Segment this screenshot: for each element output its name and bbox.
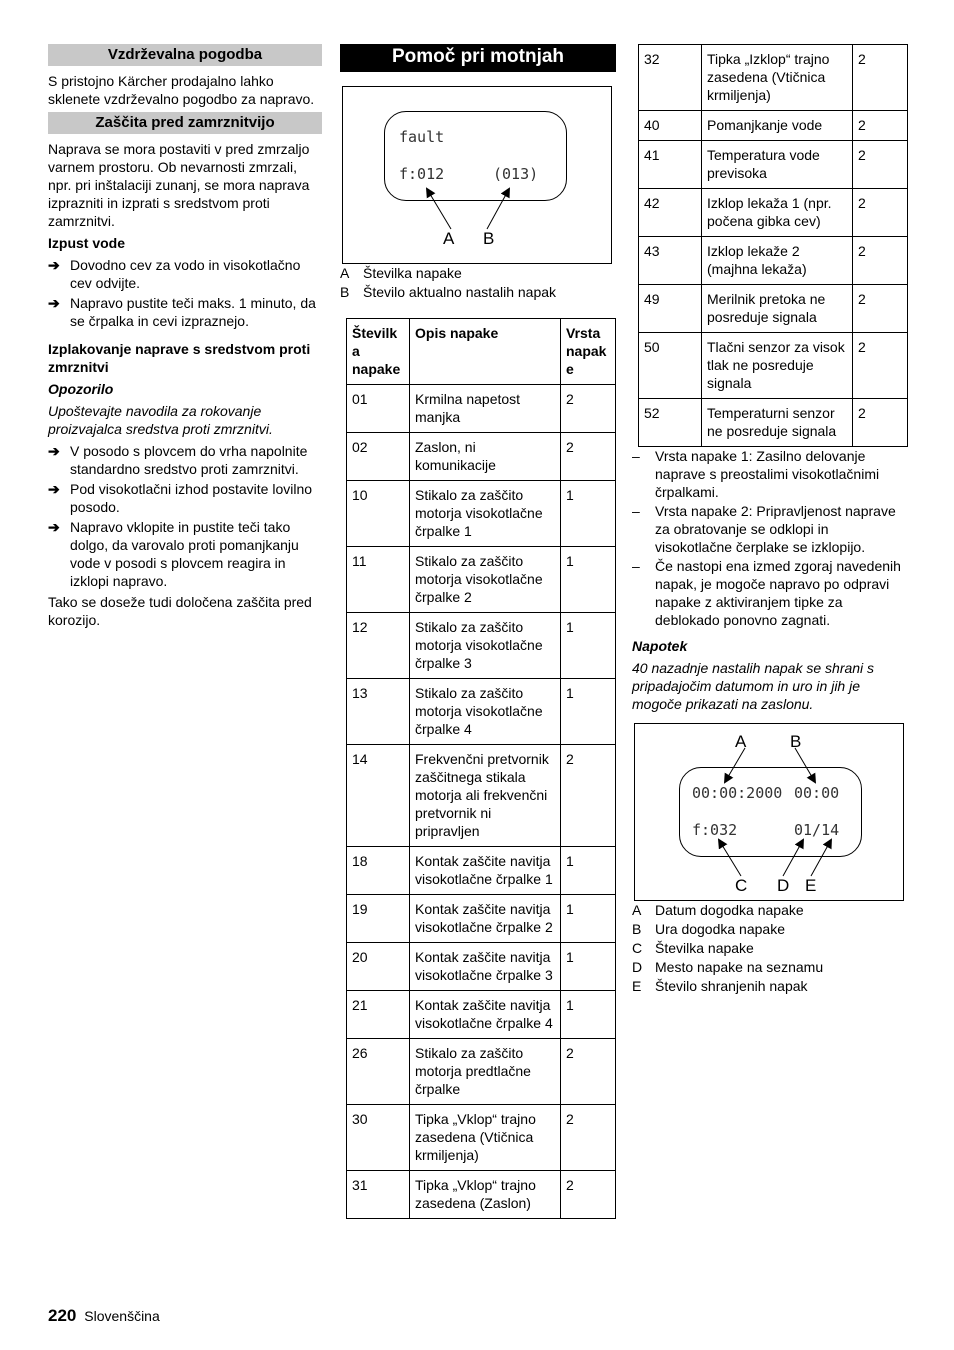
warning-label: Opozorilo <box>48 381 114 397</box>
history-display-legend <box>632 901 908 996</box>
legend-item: A Številka napake <box>340 265 462 281</box>
error-type-cell: 1 <box>561 613 616 679</box>
arrow-icon: ➔ <box>48 295 60 311</box>
error-type-cell: 2 <box>561 1105 616 1171</box>
callout-arrows <box>343 87 611 263</box>
table-row <box>347 679 616 745</box>
error-number-cell: 49 <box>639 285 702 333</box>
table-row <box>639 189 908 237</box>
error-description-cell: Kontak zaščite navitja visokotlačne črpalke 3 <box>410 943 561 991</box>
legend-item: C Številka napake <box>632 940 754 956</box>
error-number-cell: 52 <box>639 399 702 447</box>
table-row <box>347 1105 616 1171</box>
legend-item: B Število aktualno nastalih napak <box>340 284 557 300</box>
error-type-cell: 2 <box>561 385 616 433</box>
fault-display-figure <box>342 86 612 264</box>
list-item: ➔ Pod visokotlačni izhod postavite lovilno posodo. <box>48 481 313 515</box>
error-description-cell: Temperaturni senzor ne posreduje signala <box>702 399 853 447</box>
error-description-cell: Frekvenčni pretvornik zaščitnega stikala motorja ali frekvenčni pretvornik ni pripravljen <box>410 745 561 847</box>
error-type-notes <box>632 447 908 629</box>
table-row <box>347 613 616 679</box>
error-type-cell: 2 <box>853 285 908 333</box>
callout-c-label: C <box>735 876 748 895</box>
frost-protection-heading: Zaščita pred zamrznitvijo <box>48 112 322 134</box>
error-number-cell: 19 <box>347 895 410 943</box>
error-type-cell: 1 <box>561 679 616 745</box>
corrosion-text: Tako se doseže tudi določena zaščita pred korozijo. <box>48 594 312 628</box>
error-type-cell: 2 <box>561 745 616 847</box>
callout-b-label: B <box>790 732 802 751</box>
error-number-cell: 43 <box>639 237 702 285</box>
middle-column <box>340 44 616 1219</box>
list-item: ➔ Napravo pustite teči maks. 1 minuto, da se črpalka in cevi izpraznejo. <box>48 295 316 329</box>
legend-item: A Datum dogodka napake <box>632 902 804 918</box>
error-type-cell: 2 <box>561 433 616 481</box>
error-description-cell: Kontak zaščite navitja visokotlačne črpalke 1 <box>410 847 561 895</box>
error-type-cell: 1 <box>561 991 616 1039</box>
error-description-cell: Stikalo za zaščito motorja visokotlačne črpalke 2 <box>410 547 561 613</box>
table-row <box>347 433 616 481</box>
frost-protection-text: Naprava se mora postaviti v pred zmrzaljo varnem prostoru. Ob nevarnosti zmrzali, npr. pri inštalaciji zunanj, se mora naprava izprazniti in izprati s sredstvom proti zamrznitvi. <box>48 141 310 229</box>
table-row <box>639 237 908 285</box>
error-description-cell: Stikalo za zaščito motorja predtlačne črpalke <box>410 1039 561 1105</box>
table-row <box>347 1171 616 1219</box>
error-type-cell: 2 <box>561 1039 616 1105</box>
error-number-cell: 42 <box>639 189 702 237</box>
column-header-description: Opis napake <box>410 319 561 385</box>
error-type-cell: 1 <box>561 481 616 547</box>
drain-steps-list <box>48 256 322 330</box>
page-footer <box>48 1306 160 1326</box>
table-row <box>347 547 616 613</box>
lcd-fault-number: f:032 <box>692 821 738 839</box>
lcd-time: 00:00 <box>794 784 840 802</box>
error-type-cell: 1 <box>561 895 616 943</box>
error-number-cell: 21 <box>347 991 410 1039</box>
list-item: ➔ V posodo s plovcem do vrha napolnite standardno sredstvo proti zamrznitvi. <box>48 443 308 477</box>
error-description-cell: Merilnik pretoka ne posreduje signala <box>702 285 853 333</box>
table-row <box>639 141 908 189</box>
page-number: 220 <box>48 1306 77 1325</box>
error-number-cell: 32 <box>639 45 702 111</box>
error-number-cell: 50 <box>639 333 702 399</box>
table-row <box>639 111 908 141</box>
table-row <box>639 333 908 399</box>
legend-item: D Mesto napake na seznamu <box>632 959 824 975</box>
maintenance-contract-text: S pristojno Kärcher prodajalno lahko sklenete vzdrževalno pogodbo za napravo. <box>48 73 315 107</box>
legend-item: B Ura dogodka napake <box>632 921 785 937</box>
arrow-icon: ➔ <box>48 519 60 535</box>
table-row <box>639 399 908 447</box>
lcd-fault-count: (013) <box>493 165 539 183</box>
list-item: ➔ Dovodno cev za vodo in visokotlačno cev odvijte. <box>48 257 301 291</box>
error-number-cell: 31 <box>347 1171 410 1219</box>
error-type-cell: 1 <box>561 547 616 613</box>
list-item: – Če nastopi ena izmed zgoraj navedenih napak, je mogoče napravo po odpravi napake z aktiviranjem tipke za deblokado ponovno zagnati. <box>632 558 901 628</box>
drain-water-heading: Izpust vode <box>48 235 126 251</box>
error-description-cell: Pomanjkanje vode <box>702 111 853 141</box>
error-description-cell: Zaslon, ni komunikacije <box>410 433 561 481</box>
error-type-cell: 2 <box>853 111 908 141</box>
arrow-icon: ➔ <box>48 481 60 497</box>
troubleshooting-heading: Pomoč pri motnjah <box>340 44 616 72</box>
error-number-cell: 11 <box>347 547 410 613</box>
error-number-cell: 10 <box>347 481 410 547</box>
error-description-cell: Tipka „Vklop“ trajno zasedena (Zaslon) <box>410 1171 561 1219</box>
error-description-cell: Stikalo za zaščito motorja visokotlačne črpalke 1 <box>410 481 561 547</box>
display-legend <box>340 264 616 302</box>
error-number-cell: 18 <box>347 847 410 895</box>
error-description-cell: Temperatura vode previsoka <box>702 141 853 189</box>
error-description-cell: Stikalo za zaščito motorja visokotlačne črpalke 4 <box>410 679 561 745</box>
right-column <box>632 44 908 996</box>
error-description-cell: Kontak zaščite navitja visokotlačne črpalke 4 <box>410 991 561 1039</box>
lcd-date: 00:00:2000 <box>692 784 783 802</box>
callout-arrows <box>635 724 903 900</box>
list-item: – Vrsta napake 1: Zasilno delovanje naprave s preostalimi visokotlačnimi črpalkami. <box>632 448 880 500</box>
list-item: – Vrsta napake 2: Pripravljenost naprave za obratovanje se odklopi in visokotlačne čerplake se izklopijo. <box>632 503 896 555</box>
error-description-cell: Kontak zaščite navitja visokotlačne črpalke 2 <box>410 895 561 943</box>
error-number-cell: 40 <box>639 111 702 141</box>
error-description-cell: Tipka „Izklop“ trajno zasedena (Vtičnica krmiljenja) <box>702 45 853 111</box>
list-item: ➔ Napravo vklopite in pustite teči tako dolgo, da varovalo proti pomanjkanju vode v posodi s plovcem reagira in izklopi napravo. <box>48 519 299 589</box>
table-row <box>347 385 616 433</box>
table-row <box>639 45 908 111</box>
callout-a-label: A <box>735 732 747 751</box>
table-row <box>347 1039 616 1105</box>
error-number-cell: 41 <box>639 141 702 189</box>
hint-label: Napotek <box>632 638 688 654</box>
error-number-cell: 14 <box>347 745 410 847</box>
error-type-cell: 2 <box>561 1171 616 1219</box>
callout-d-label: D <box>777 876 790 895</box>
error-number-cell: 20 <box>347 943 410 991</box>
table-row <box>347 745 616 847</box>
table-row <box>347 943 616 991</box>
table-row <box>347 847 616 895</box>
flush-heading: Izplakovanje naprave s sredstvom proti zmrznitvi <box>48 341 311 375</box>
error-table-continued <box>638 44 908 447</box>
error-number-cell: 30 <box>347 1105 410 1171</box>
error-table <box>346 318 616 1219</box>
column-header-number: Številk a napake <box>347 319 410 385</box>
maintenance-contract-heading: Vzdrževalna pogodba <box>48 44 322 66</box>
error-number-cell: 12 <box>347 613 410 679</box>
warning-text: Upoštevajte navodila za rokovanje proizvajalca sredstva proti zmrznitvi. <box>48 403 273 437</box>
column-header-type: Vrsta napak e <box>561 319 616 385</box>
lcd-fault-number: f:012 <box>399 165 445 183</box>
table-row <box>639 285 908 333</box>
error-description-cell: Krmilna napetost manjka <box>410 385 561 433</box>
flush-steps-list <box>48 442 322 590</box>
error-type-cell: 2 <box>853 333 908 399</box>
table-row <box>347 895 616 943</box>
table-row <box>347 991 616 1039</box>
error-type-cell: 2 <box>853 399 908 447</box>
error-type-cell: 2 <box>853 189 908 237</box>
error-type-cell: 1 <box>561 943 616 991</box>
error-type-cell: 2 <box>853 45 908 111</box>
error-description-cell: Izklop lekaže 2 (majhna lekaža) <box>702 237 853 285</box>
error-number-cell: 13 <box>347 679 410 745</box>
language-label: Slovenščina <box>84 1308 160 1324</box>
error-type-cell: 2 <box>853 237 908 285</box>
left-column <box>48 44 322 633</box>
legend-item: E Število shranjenih napak <box>632 978 808 994</box>
error-number-cell: 01 <box>347 385 410 433</box>
error-number-cell: 02 <box>347 433 410 481</box>
error-description-cell: Tipka „Vklop“ trajno zasedena (Vtičnica krmiljenja) <box>410 1105 561 1171</box>
arrow-icon: ➔ <box>48 443 60 459</box>
error-number-cell: 26 <box>347 1039 410 1105</box>
error-type-cell: 1 <box>561 847 616 895</box>
callout-a-label: A <box>443 229 455 248</box>
error-description-cell: Stikalo za zaščito motorja visokotlačne črpalke 3 <box>410 613 561 679</box>
hint-text: 40 nazadnje nastalih napak se shrani s pripadajočim datumom in uro in jih je mogoče prikazati na zaslonu. <box>632 660 875 712</box>
lcd-fault-text: fault <box>399 128 445 146</box>
callout-b-label: B <box>483 229 495 248</box>
fault-history-display-figure <box>634 723 904 901</box>
error-type-cell: 2 <box>853 141 908 189</box>
arrow-icon: ➔ <box>48 257 60 273</box>
error-description-cell: Tlačni senzor za visok tlak ne posreduje signala <box>702 333 853 399</box>
lcd-list-position: 01/14 <box>794 821 840 839</box>
callout-e-label: E <box>805 876 817 895</box>
error-description-cell: Izklop lekaža 1 (npr. počena gibka cev) <box>702 189 853 237</box>
table-row <box>347 481 616 547</box>
